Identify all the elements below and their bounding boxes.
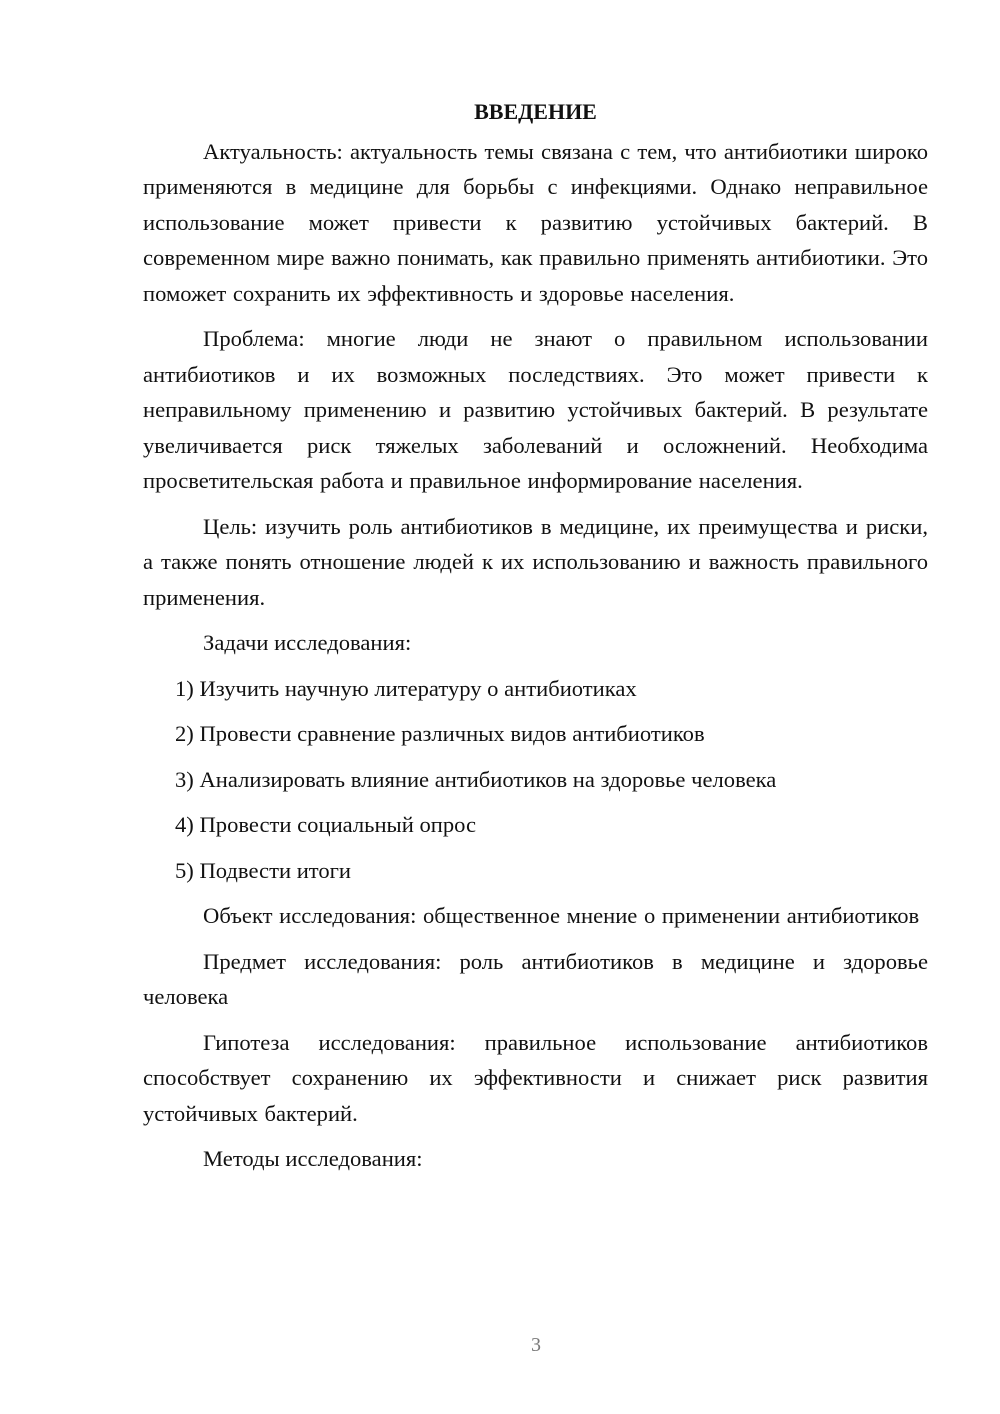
page-content — [143, 94, 928, 1187]
section-title: ВВЕДЕНИЕ — [474, 99, 597, 124]
task-item-1: 1) Изучить научную литературу о антибиотиках — [175, 675, 637, 701]
relevance-paragraph: Актуальность: актуальность темы связана с тем, что антибиотики широко применяются в медицине для борьбы с инфекциями. Однако неправильное использование может привести к развитию устойчивых бактерий. В современном мире важно понимать, как правильно применять антибиотики. Это поможет сохранить их эффективность и здоровье населения. — [143, 138, 928, 306]
object-paragraph: Объект исследования: общественное мнение о применении антибиотиков — [203, 903, 920, 928]
task-item-2: 2) Провести сравнение различных видов антибиотиков — [175, 721, 705, 746]
tasks-list — [143, 671, 928, 889]
problem-paragraph: Проблема: многие люди не знают о правильном использовании антибиотиков и их возможных последствиях. Это может привести к неправильному применению и развитию устойчивых бактерий. В результате увеличивается риск тяжелых заболеваний и осложнений. Необходима просветительская работа и правильное информирование населения. — [143, 326, 928, 493]
task-item-3: 3) Анализировать влияние антибиотиков на здоровье человека — [175, 766, 777, 792]
subject-paragraph: Предмет исследования: роль антибиотиков в медицине и здоровье человека — [143, 948, 928, 1009]
goal-paragraph: Цель: изучить роль антибиотиков в медицине, их преимущества и риски, а также понять отношение людей к их использованию и важность правильного применения. — [143, 513, 928, 610]
tasks-label: Задачи исследования: — [203, 630, 412, 655]
methods-label: Методы исследования: — [203, 1146, 423, 1171]
task-item-5: 5) Подвести итоги — [175, 857, 352, 883]
task-item-4: 4) Провести социальный опрос — [175, 812, 477, 837]
page-number: 3 — [531, 1334, 541, 1356]
hypothesis-paragraph: Гипотеза исследования: правильное использование антибиотиков способствует сохранению их эффективности и снижает риск развития устойчивых бактерий. — [143, 1029, 928, 1126]
